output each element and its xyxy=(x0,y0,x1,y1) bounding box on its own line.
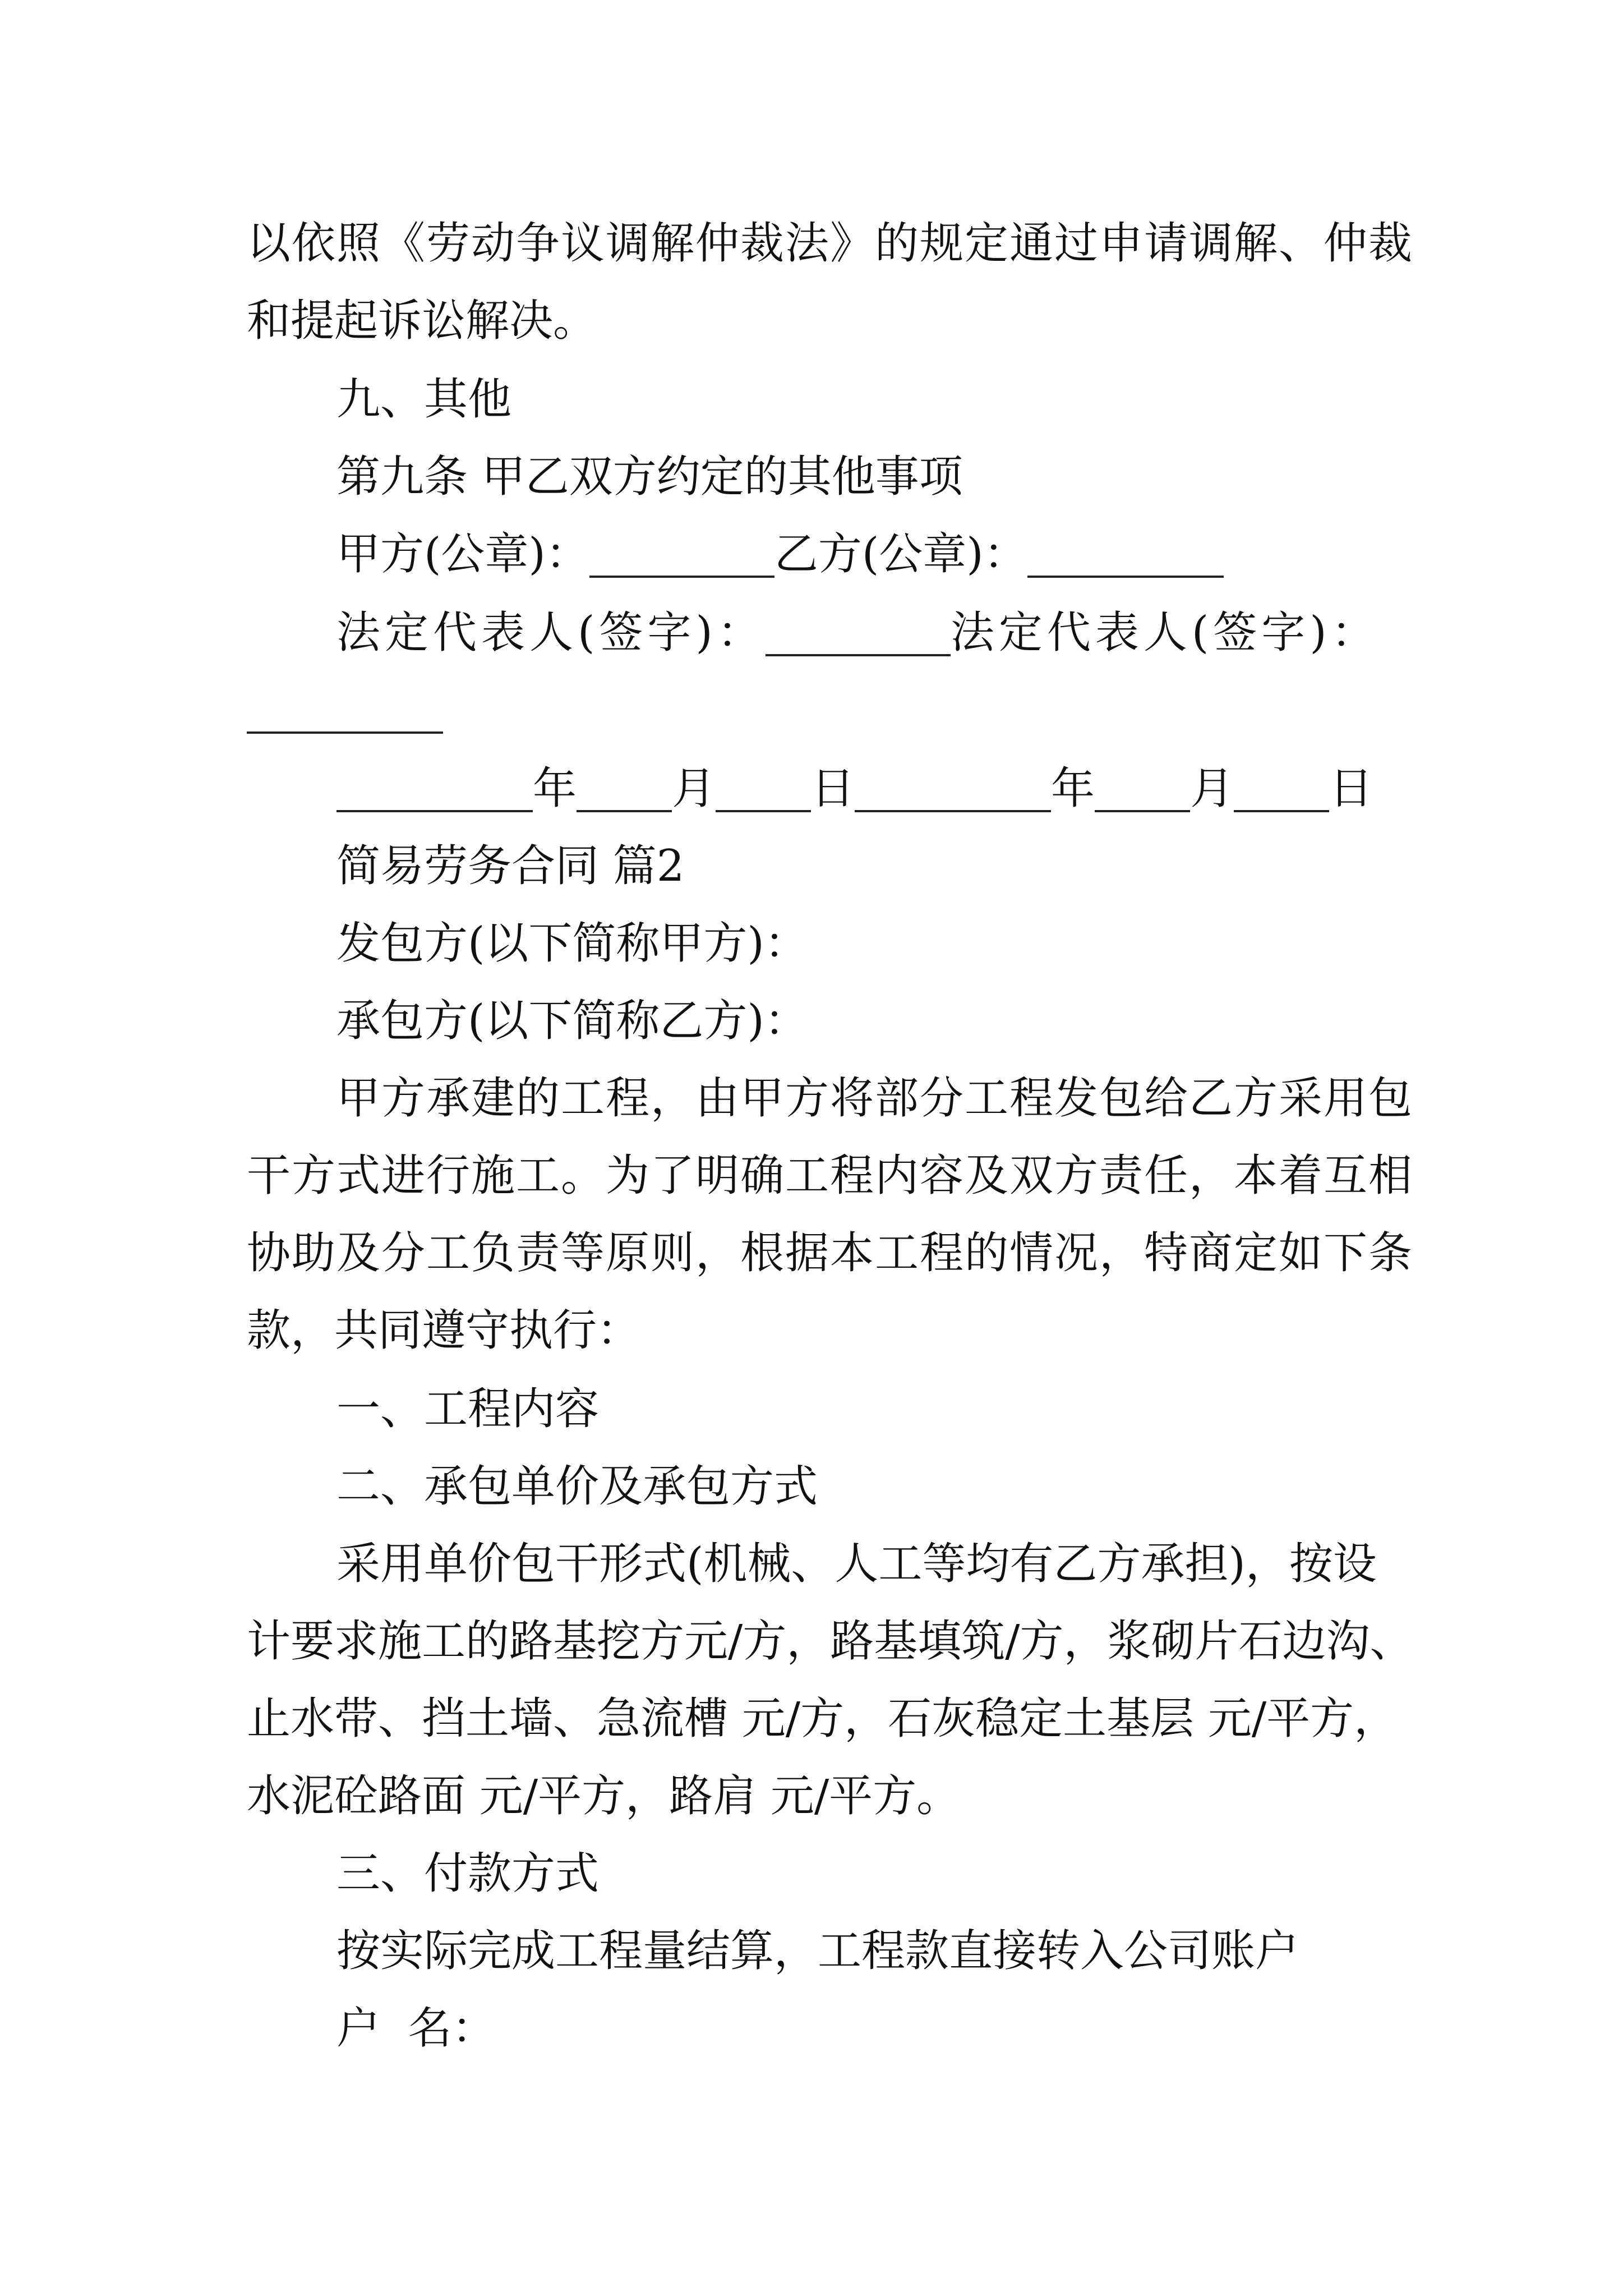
day-label: 日 xyxy=(811,763,855,814)
contract-title: 简易劳务合同 篇2 xyxy=(336,841,685,891)
party-a-seal-line xyxy=(336,515,1623,593)
party-a-rep-blank[interactable] xyxy=(766,654,951,656)
subcontractor-line: 承包方(以下简称乙方)： xyxy=(336,996,808,1046)
paragraph-line: 水泥砼路面 元/平方，路肩 元/平方。 xyxy=(247,1771,961,1821)
paragraph-line: 干方式进行施工。为了明确工程内容及双方责任，本着互相 xyxy=(247,1151,1414,1201)
party-b-month-blank[interactable] xyxy=(1095,810,1190,812)
section-heading: 二、承包单价及承包方式 xyxy=(336,1461,818,1512)
section-heading: 一、工程内容 xyxy=(336,1384,600,1434)
section-heading: 九、其他 xyxy=(336,374,512,425)
paragraph-line: 止水带、挡土墙、急流槽 元/方，石灰稳定土基层 元/平方， xyxy=(247,1694,1398,1744)
party-a-rep-label: 法定代表人(签字)： xyxy=(336,608,766,658)
day-label: 日 xyxy=(1329,763,1373,814)
article-heading: 第九条 甲乙双方约定的其他事项 xyxy=(336,452,963,502)
party-b-year-blank[interactable] xyxy=(855,810,1051,812)
year-label: 年 xyxy=(533,763,577,814)
party-a-year-blank[interactable] xyxy=(336,810,533,812)
party-b-seal-blank[interactable] xyxy=(1027,576,1224,578)
paragraph-line: 协助及分工负责等原则，根据本工程的情况，特商定如下条 xyxy=(247,1228,1414,1278)
paragraph-line: 以依照《劳动争议调解仲裁法》的规定通过申请调解、仲裁 xyxy=(247,218,1414,269)
account-name-line: 户 名： xyxy=(336,2003,496,2054)
paragraph-line: 和提起诉讼解决。 xyxy=(247,296,597,346)
month-label: 月 xyxy=(672,763,716,814)
month-label: 月 xyxy=(1190,763,1234,814)
party-b-rep-blank[interactable] xyxy=(247,731,443,734)
paragraph-line: 采用单价包干形式(机械、人工等均有乙方承担)，按设 xyxy=(336,1539,1377,1589)
party-b-seal-label: 乙方(公章)： xyxy=(774,529,1027,579)
paragraph-line: 甲方承建的工程，由甲方将部分工程发包给乙方采用包 xyxy=(336,1073,1414,1124)
party-b-rep-label: 法定代表人(签字)： xyxy=(950,608,1380,658)
paragraph-line: 计要求施工的路基挖方元/方，路基填筑/方，浆砌片石边沟、 xyxy=(247,1616,1414,1667)
party-a-seal-label: 甲方(公章)： xyxy=(336,529,589,579)
party-b-day-blank[interactable] xyxy=(1234,810,1329,812)
year-label: 年 xyxy=(1051,763,1095,814)
contractor-line: 发包方(以下简称甲方)： xyxy=(336,918,808,969)
section-heading: 三、付款方式 xyxy=(336,1848,600,1899)
party-a-month-blank[interactable] xyxy=(577,810,672,812)
date-line xyxy=(336,749,1623,828)
party-a-seal-blank[interactable] xyxy=(589,576,774,578)
party-a-day-blank[interactable] xyxy=(716,810,811,812)
paragraph-line: 按实际完成工程量结算，工程款直接转入公司账户 xyxy=(336,1926,1299,1976)
paragraph-line: 款，共同遵守执行： xyxy=(247,1305,641,1356)
legal-rep-line xyxy=(336,593,1623,672)
party-b-rep-line xyxy=(247,671,1623,749)
